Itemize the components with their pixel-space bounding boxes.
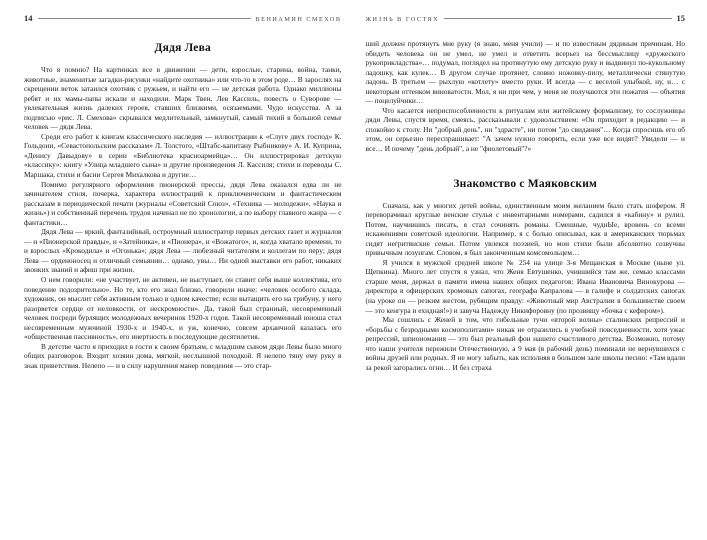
chapter-title-dyadya-leva: Дядя Лева: [154, 42, 211, 54]
running-head-left: [24, 14, 342, 29]
page-right: [354, 0, 707, 540]
running-head-author: ВЕНИАМИН СМЕХОВ: [255, 16, 342, 23]
body-column-right-bottom: [366, 201, 686, 373]
running-head-title: ЖИЗНЬ В ГОСТЯХ: [365, 16, 440, 23]
paragraph: Что я помню? На картинках все в движении — дети, взрослые, старина, война, танки, животные, знаменитые загадки-рисунки «найдите охотника» или что-то в этом роде… В зарослях на скрещении веток затаился охотник с ружьем, и найти его — не детская работа. Однако миллионы ребят и их мамы-папы искали и находили. Марк Твен, Лев Кассиль, повесть о Суворове — увлекательная жизнь далеких героев, ставших близкими, осязаемыми. Чудо искусства. А за подписью «рис. Л. Смехова» скрывался медлительный, замкнутый, самый тихий в большой семье человек — дядя Лева.: [24, 65, 342, 132]
folio-number-left: 14: [24, 13, 33, 23]
paragraph: Дядя Лева — яркий, фантазийный, остроумный иллюстратор первых детских газет и журналов — и «Пионерской правды», и «Затейника», и «Пионера», и «Вожатого», и, когда хватало времени, то и взрослых «Крокодила» и «Огонька»; дядя Лева — любезный читателям и коллегам по перу; дядя Лева — орденоносец и отличный семьянин… однако, увы… Ни одной выставки его работ, никаких звонких званий и афиш при жизни.: [24, 227, 342, 275]
running-head-rule-left: [38, 18, 251, 19]
body-column-left: [24, 65, 342, 371]
running-head-right: [366, 14, 686, 29]
paragraph: В детстве часто я приходил в гости к своим братьям, с младшим сыном дяди Левы было много общих разговоров. Входит хозяин дома, мягкой, неслышной походкой. Я нелепо тяну ему руку в знак приветствия. Нелепо — и в силу нарушения манер поведения — это стар-: [24, 341, 342, 370]
paragraph-continued: ший должен протянуть мне руку (я знаю, меня учили) — и по известным дядиным причинам. Но обидеть человека он не умел, не умел и ответить всерьез на бессмыслицу «дружеского рукоприкладства»… подумал, поглядел на протянутую ему детскую руку и выдвинул по-кукольному ладошку, как кулек… В другом случае протянет, словно ножовку-пилу, металлически стянутую ладонь. В третьем — рыхлую «котлету» вместо руки. И всегда — с веселой улыбкой, ну, и… с некоторым оттенком виноватости. Мол, я ни при чем, у меня не получаются эти пожатия — объятия — поцелуйчики…: [365, 39, 685, 106]
folio-number-right: 15: [676, 13, 685, 23]
paragraph: Я учился в мужской средней школе № 254 на улице 3-я Мещанская в Москве (ныне ул. Щепкина). Много лет спустя я узнал, что Женя Евтушенко, учившийся там же, семью классами старше меня, держал в памяти имена наших общих педагогов: Ивана Ивановича Винокурова — директора в офицерских хромовых сапогах, географа Капралова — в галифе и солдатских сапогах (на уроке он — резким жестом, рубящим правду: «Животный мир Австралии в большинстве своем — это кенгура и ехидная!») и завуча Надежду Никифоровну (по прозвищу «бочка с кефиром»).: [365, 257, 685, 315]
chapter-title-znakomstvo-s-mayakovskim: Знакомство с Маяковским: [453, 177, 598, 190]
paragraph: Помимо регулярного оформления пионерской прессы, дядя Лева оказался едва ли не зачинателем стиля, почерка, характера иллюстраций к приключенческим и фантастическим рассказам в периодической печати (журналы «Советский Союз», «Техника — молодежи», «Наука и жизнь») и собственный перечень трудов начинал не по хронологии, а по выбору главного жанра — с фантастики…: [24, 179, 342, 227]
paragraph: Среди его работ к книгам классического наследия — иллюстрации к «Слуге двух господ» К. Гольдони, «Севастопольским рассказам» Л. Толстого, «Штабс-капитану Рыбникову» А. И. Куприна, «Денису Давыдову» в серии «Библиотека красноармейца»… Он иллюстрировал детскую «классику»: книгу «Улица младшего сына» и другие произведения Л. Кассиля; стихи и переводы С. Маршака, стихи и басни Сергея Михалкова и другие…: [24, 131, 342, 180]
paragraph: Мы сошлись с Женей в том, что гибельные тучи «второй волны» сталинских репрессий и «борьбы с безродными космополитами» никак не отразились в учебной повседневности, хотя ужас репрессий, шпиономания — это был реальный фон нашего счастливого детства. Возможно, потому что наши учителя пережили Отечественную, а 9 мая (в рабочий день) поминали не вернувшихся с войны друзей или родных. Я не могу забыть, как исполняя в большом зале школы песню: «Там вдали за рекой загорались огни… И без страха: [365, 315, 685, 372]
paragraph: Сначала, как у многих детей войны, единственным моим желанием было стать шофером. Я переворачивал круглые венские стулья с инвентарными номерами, садился в «кабину» и рулил. Потом, научившись писать, я стал сочинять романы. Смешные, чуднЫе, вровень со всеми искажениями советской идеологии. Например, я с болью описывал, как в американских тюрьмах сидят негритянские семьи. Потом увлекся поэзией, но мои стихи были абсолютно созвучны привычным лозунгам. Словом, я был законченным комсомольцем…: [365, 200, 685, 258]
paragraph: Что касается неприспособленности к ритуалам или житейскому формализму, то сослуживцы дяди Левы, спустя время, смеясь, рассказывали с удовольствием: «Он приходит в редакцию — и спокойно к столу. Ни "добрый день", ни "здрасте", ни потом "до свидания"… Когда спросишь его об этом, он серьезно переспрашивает: "А зачем нужно говорить, если уже все видят? Увидели — и все… И почему "день добрый", а не "фиолетовый"?»: [365, 105, 685, 154]
paragraph: О нем говорили: «не участвует, не активен, не выступает, он ставит себя выше коллектива, его поведение подозрительно». Но те, кто его знал близко, говорили иначе: «человек особого склада, художник, он мыслит себя активным только в одном качестве; если вытащить его на трибуну, у него разорвется сердце от неловкости, от нескромности». Да, такой был странный, несовременный человек посреди бурлящих молодежных вечеринок 1920-х годов. Такой несовременный юноша стал несовременным мужчиной 1930-х и 1940-х, и уж, конечно, совсем архаичной казалась его «общественная пассивность», его инертность в последующие десятилетия.: [24, 275, 342, 342]
running-head-rule-right: [444, 18, 671, 19]
body-column-right-top: [366, 39, 686, 154]
